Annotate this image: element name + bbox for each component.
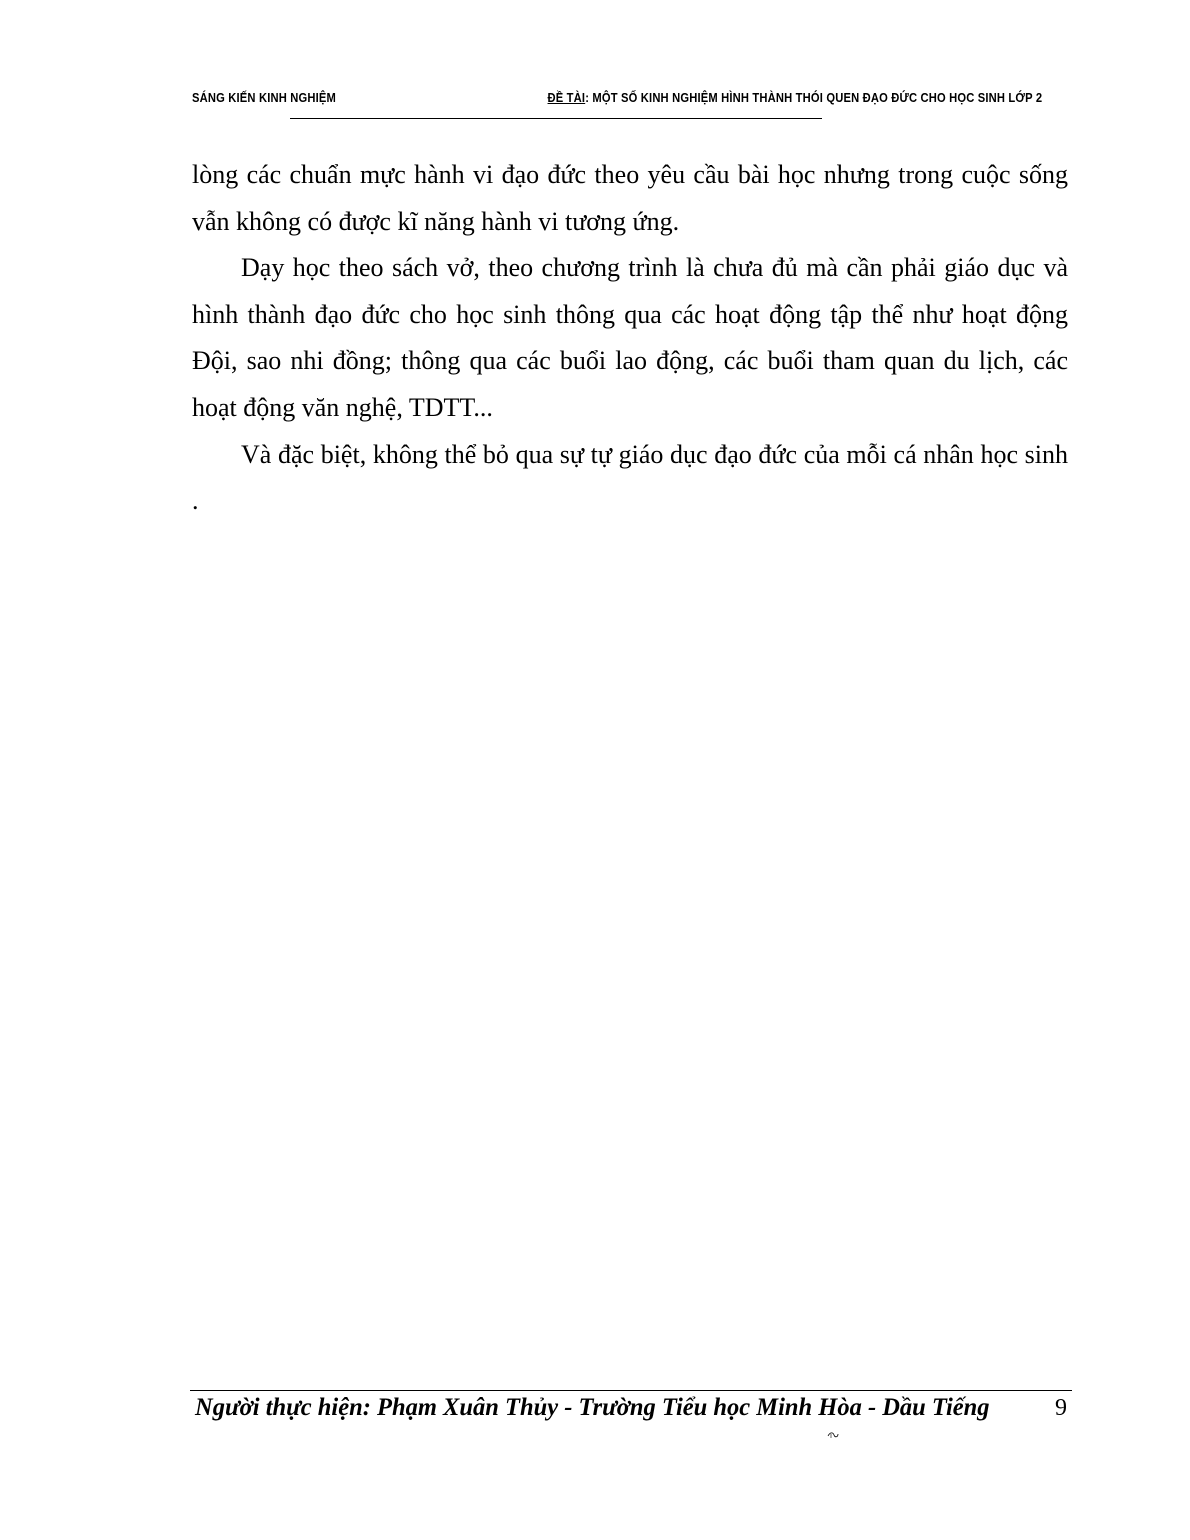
- header-topic-text: : MỘT SỐ KINH NGHIỆM HÌNH THÀNH THÓI QUEN ĐẠO ĐỨC CHO HỌC SINH LỚP 2: [584, 90, 1042, 105]
- flourish-icon: [826, 1430, 840, 1440]
- page-number: 9: [1055, 1395, 1067, 1421]
- footer-divider: [190, 1390, 1072, 1391]
- header-topic: [547, 90, 1042, 105]
- paragraph-continued: lòng các chuẩn mực hành vi đạo đức theo yêu cầu bài học nhưng trong cuộc sống vẫn không có được kĩ năng hành vi tương ứng.: [192, 160, 1068, 236]
- footer-author: Người thực hiện: Phạm Xuân Thủy - Trường Tiểu học Minh Hòa - Dầu Tiếng: [195, 1394, 990, 1421]
- header-divider: [290, 118, 822, 119]
- document-body: [192, 152, 1068, 525]
- page-header: [192, 90, 1042, 112]
- header-title: SÁNG KIẾN KINH NGHIỆM: [192, 90, 336, 105]
- header-topic-label: ĐỀ TÀI: [547, 90, 585, 105]
- paragraph: Và đặc biệt, không thể bỏ qua sự tự giáo dục đạo đức của mỗi cá nhân học sinh .: [192, 439, 1068, 516]
- paragraph: Dạy học theo sách vở, theo chương trình là chưa đủ mà cần phải giáo dục và hình thành đạo đức cho học sinh thông qua các hoạt động tập thể như hoạt động Đội, sao nhi đồng; thông qua các buổi lao động, các buổi tham quan du lịch, các hoạt động văn nghệ, TDTT...: [192, 253, 1068, 422]
